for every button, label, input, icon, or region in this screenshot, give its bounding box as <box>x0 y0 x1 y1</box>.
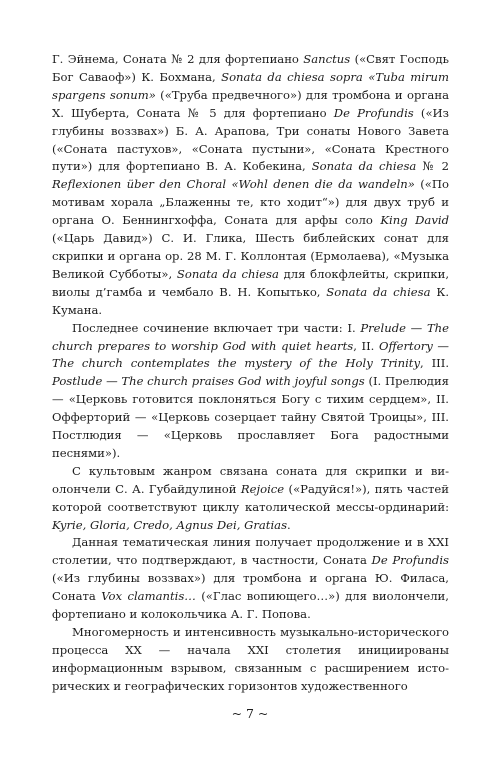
italic-run: Sanctus <box>303 52 351 66</box>
italic-run: Sonata da chiesa <box>311 159 417 174</box>
text-run: К. Кумана. <box>52 284 450 317</box>
italic-run: De Profundis <box>333 105 414 120</box>
text-run: . <box>287 517 291 532</box>
page-number: ~ 7 ~ <box>231 706 269 721</box>
text-run: («Глас вопиющего…») для виолончели, фортепиано и колокольчика А. Г. Попова. <box>52 589 449 622</box>
text-run: , III. <box>420 356 449 371</box>
text-run: , II. <box>353 338 379 353</box>
italic-run: Sonata da chiesa <box>326 284 431 299</box>
text-run: С культовым жанром связана соната для скрипки и виолончели С. А. Губайдулиной <box>52 463 449 496</box>
text-run: («Свят Господь Бог Саваоф») К. Бохмана, <box>52 52 449 84</box>
text-run: («Из глубины воззвах») Б. А. Арапова, Три сонаты Нового Завета («Соната пастухов», «Соната пустыни», «Соната Крестного пути») для фортепиано В. А. Кобекина, <box>52 105 449 174</box>
text-run: Данная тематическая линия получает продолжение и в XXI столетии, что подтверждают, в частности, Соната <box>52 535 449 568</box>
italic-run: Sonata da chiesa <box>176 266 279 281</box>
italic-run: Offertory — The church contemplates the mystery of the Holy Trinity <box>52 338 449 371</box>
text-run: (I. Прелюдия — «Церковь готовится поклоняться Богу с тихим сердцем», II. Офферторий — «Церковь созерцает тайну Святой Троицы», III. Постлюдия — «Церковь прославляет Бога радостными песнями»). <box>52 374 449 460</box>
italic-run: Reflexionen über den Choral «Wohl denen die da wandeln» <box>52 177 415 192</box>
text-run: («Труба предвечного») для тромбона и органа Х. Шуберта, Соната № 5 для фортепиано <box>52 87 449 120</box>
italic-run: Postlude — The church praises God with joyful songs <box>52 374 365 389</box>
text-run: («Радуйся!»), пять частей которой соответствуют циклу католической мессы-ординарий: <box>52 481 449 514</box>
paragraph-1 <box>52 51 449 320</box>
paragraph-2 <box>52 320 449 463</box>
italic-run: Kyrie, Gloria, Credo, Agnus Dei, Gratias <box>52 517 288 532</box>
italic-run: King David <box>380 213 449 228</box>
text-run: Последнее сочинение включает три части: I. <box>72 320 361 335</box>
text-run: Г. Эйнема, Соната № 2 для фортепиано <box>52 52 304 66</box>
paragraph-4 <box>52 534 449 624</box>
text-run: («Царь Давид») С. И. Глика, Шесть библейских сонат для скрипки и органа ор. 28 М. Г. Коллонтая (Ермолаева), «Музыка Великой Субботы», <box>52 231 449 281</box>
italic-run: Sonata da chiesa sopra «Tuba mirum spargens sonum» <box>52 69 449 102</box>
text-run: («По мотивам хорала „Блаженны те, кто ходит“») для двух труб и органа О. Беннингхоффа, Соната для арфы соло <box>52 177 449 228</box>
italic-run: Vox clamantis… <box>101 589 196 604</box>
text-run: № 2 <box>416 159 450 174</box>
text-run: («Из глубины воззвах») для тромбона и органа Ю. Филаса, Соната <box>52 571 449 604</box>
italic-run: Rejoice <box>240 481 285 496</box>
page-body <box>52 51 449 696</box>
text-run: Многомерность и интенсивность музыкально-исторического процесса XX — начала XXI столетия инициированы информационным взрывом, связанным с расширением исторических и географических горизонтов художественного <box>52 625 449 693</box>
paragraph-5 <box>52 624 449 696</box>
paragraph-3 <box>52 463 449 535</box>
italic-run: Prelude — The church prepares to worship God with quiet hearts <box>52 320 449 353</box>
italic-run: De Profundis <box>371 553 449 568</box>
text-run: для блокфлейты, скрипки, виолы д’гамба и чембало В. Н. Копытько, <box>52 266 450 299</box>
